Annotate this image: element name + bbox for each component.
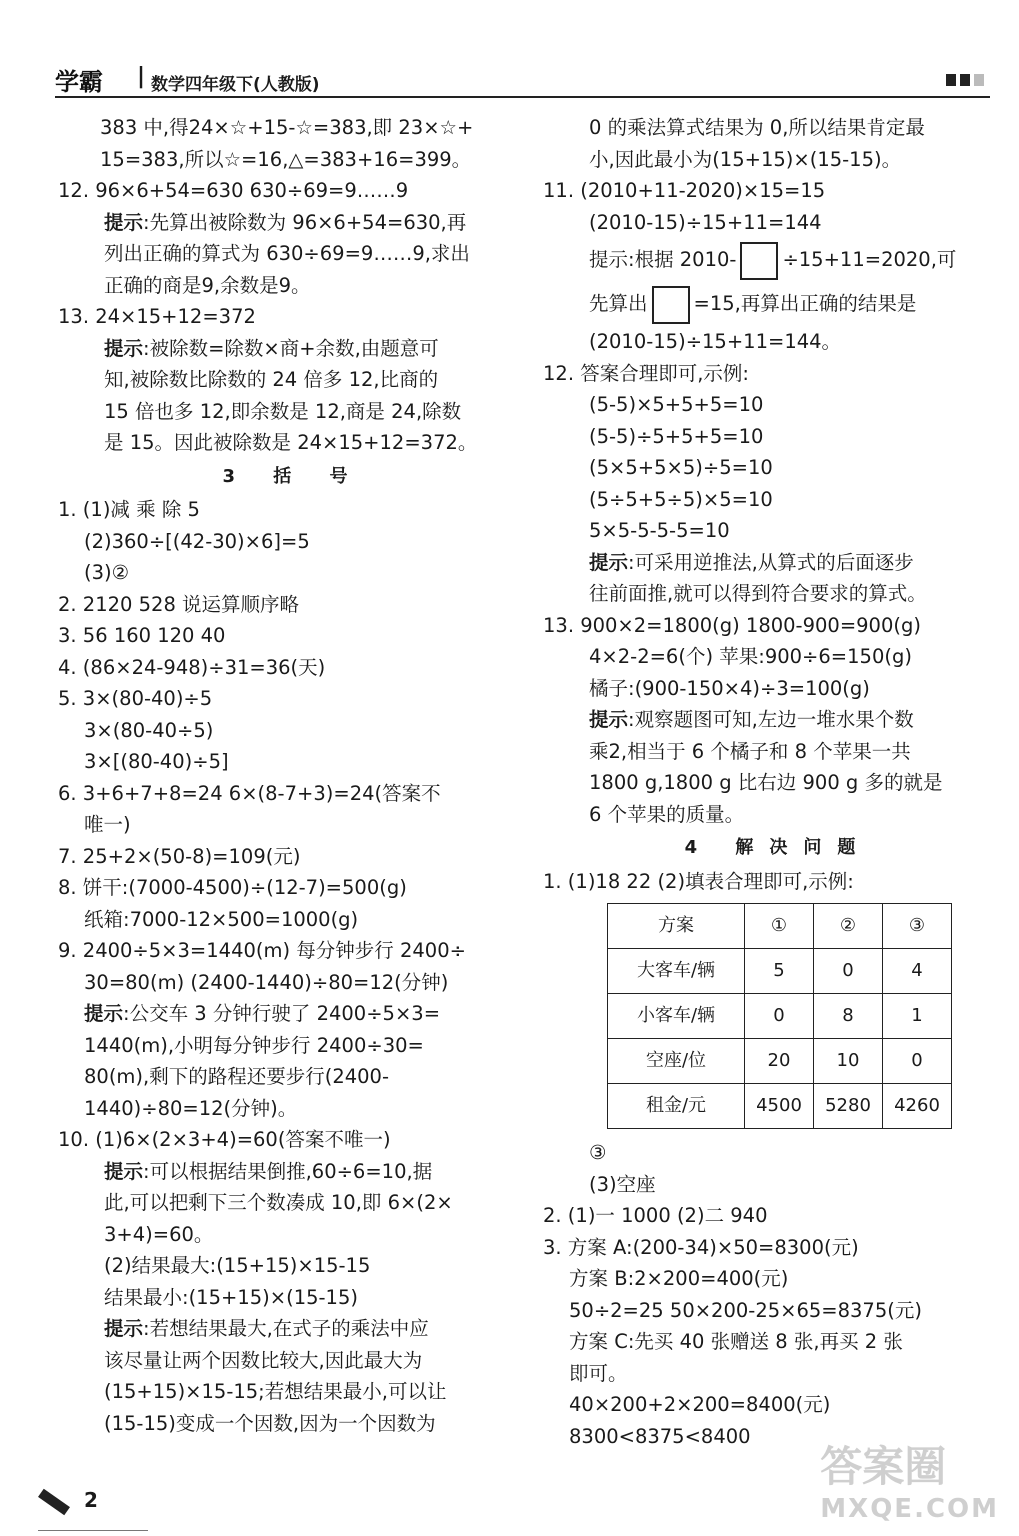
page-footer	[38, 1488, 98, 1512]
table-cell: 1	[883, 994, 952, 1039]
answer-line: 7. 25+2×(50-8)=109(元)	[58, 844, 301, 868]
page-number: 2	[84, 1488, 98, 1512]
answer-line: (2010-15)÷15+11=144。	[589, 330, 842, 353]
answer-line: 12. 96×6+54=630 630÷69=9……9	[58, 179, 409, 202]
answer-line: (5-5)÷5+5+5=10	[589, 424, 764, 448]
table-cell: 0	[883, 1039, 952, 1084]
table-cell: 小客车/辆	[608, 994, 745, 1039]
answer-line: 6. 3+6+7+8=24 6×(8-7+3)=24(答案不	[58, 781, 441, 805]
answer-line: (5-5)×5+5+5=10	[589, 393, 764, 416]
logo: 学霸	[55, 68, 103, 96]
hint-line: 提示:观察题图可知,左边一堆水果个数	[589, 708, 914, 731]
plan-table	[607, 903, 952, 1129]
table-row	[608, 1039, 952, 1084]
table-cell: 方案	[608, 904, 745, 949]
answer-line: (2)360÷[(42-30)×6]=5	[84, 529, 310, 553]
watermark-logo: 答案圈 MXQE.COM	[820, 1442, 999, 1524]
answer-line: 结果最小:(15+15)×(15-15)	[104, 1285, 358, 1309]
table-row	[608, 994, 952, 1039]
answer-line: 9. 2400÷5×3=1440(m) 每分钟步行 2400÷	[58, 939, 466, 962]
answer-line: 乘2,相当于 6 个橘子和 8 个苹果一共	[589, 739, 911, 763]
answer-line: ③	[589, 1141, 607, 1164]
answer-line: 11. (2010+11-2020)×15=15	[543, 179, 826, 202]
section-title: 4 解决问题	[684, 837, 872, 858]
hint-line-box-1: 提示:根据 2010- ÷15+11=2020,可	[543, 238, 1013, 282]
table-cell: 5280	[814, 1084, 883, 1129]
table-cell: 4260	[883, 1084, 952, 1129]
footer-rule	[38, 1530, 148, 1531]
answer-line: 1440)÷80=12(分钟)。	[84, 1096, 298, 1120]
table-cell: ②	[814, 904, 883, 949]
answer-line: 8300<8375<8400	[569, 1424, 751, 1448]
table-cell: 0	[814, 949, 883, 994]
answer-line: 383 中,得24×☆+15-☆=383,即 23×☆+	[100, 116, 474, 139]
answer-line: 是 15。因此被除数是 24×15+12=372。	[104, 431, 478, 454]
blank-box	[652, 286, 690, 324]
book-title: 数学四年级下(人教版)	[151, 75, 320, 95]
hint-line-box-2: 先算出 =15,再算出正确的结果是	[543, 282, 1013, 326]
answer-line: 此,可以把剩下三个数凑成 10,即 6×(2×	[104, 1191, 453, 1214]
table-cell: 0	[745, 994, 814, 1039]
table-row	[608, 1084, 952, 1129]
answer-line: 3. 56 160 120 40	[58, 624, 226, 647]
answer-line: 唯一)	[84, 813, 131, 836]
answer-line: 往前面推,就可以得到符合要求的算式。	[589, 582, 927, 605]
answer-line: 3×[(80-40)÷5]	[84, 750, 229, 773]
answer-line: 1440(m),小明每分钟步行 2400÷30=	[84, 1033, 424, 1057]
answer-line: 即可。	[569, 1361, 628, 1385]
table-cell: 8	[814, 994, 883, 1039]
answer-line: 1. (1)减 乘 除 5	[58, 498, 200, 521]
answer-line: 15 倍也多 12,即余数是 12,商是 24,除数	[104, 399, 462, 423]
answer-line: (5×5+5×5)÷5=10	[589, 456, 773, 479]
table-cell: 空座/位	[608, 1039, 745, 1084]
hint-line: 提示:可以根据结果倒推,60÷6=10,据	[104, 1159, 433, 1183]
table-cell: 大客车/辆	[608, 949, 745, 994]
answer-line: 80(m),剩下的路程还要步行(2400-	[84, 1065, 389, 1088]
answer-line: 2. 2120 528 说运算顺序略	[58, 592, 300, 616]
hint-line: 提示:可采用逆推法,从算式的后面逐步	[589, 550, 914, 574]
answer-line: 12. 答案合理即可,示例:	[543, 361, 749, 385]
answer-line: 13. 24×15+12=372	[58, 305, 256, 328]
answer-line: 10. (1)6×(2×3+4)=60(答案不唯一)	[58, 1128, 391, 1151]
hint-line: 提示:公交车 3 分钟行驶了 2400÷5×3=	[84, 1002, 441, 1025]
answer-line: (5÷5+5÷5)×5=10	[589, 487, 773, 511]
answer-line: 4×2-2=6(个) 苹果:900÷6=150(g)	[589, 645, 912, 668]
answer-line: 正确的商是9,余数是9。	[104, 273, 311, 297]
answer-line: (3)空座	[589, 1172, 656, 1196]
table-row	[608, 949, 952, 994]
answer-line: 13. 900×2=1800(g) 1800-900=900(g)	[543, 613, 921, 637]
answer-line: 1800 g,1800 g 比右边 900 g 多的就是	[589, 771, 943, 794]
header-decoration	[946, 74, 984, 86]
answer-line: 3+4)=60。	[104, 1222, 214, 1246]
table-cell: 20	[745, 1039, 814, 1084]
answer-line: 橘子:(900-150×4)÷3=100(g)	[589, 676, 870, 700]
answer-line: 50÷2=25 50×200-25×65=8375(元)	[569, 1298, 922, 1322]
answer-line: 6 个苹果的质量。	[589, 802, 745, 826]
answer-line: 5. 3×(80-40)÷5	[58, 687, 213, 710]
table-row	[608, 904, 952, 949]
answer-line: 4. (86×24-948)÷31=36(天)	[58, 655, 326, 679]
answer-line: 3×(80-40÷5)	[84, 718, 214, 742]
hint-line: 提示:被除数=除数×商+余数,由题意可	[104, 336, 439, 360]
table-cell: ①	[745, 904, 814, 949]
blank-box	[740, 242, 778, 280]
answer-line: 3. 方案 A:(200-34)×50=8300(元)	[543, 1235, 859, 1259]
answer-line: 30=80(m) (2400-1440)÷80=12(分钟)	[84, 970, 449, 994]
hint-line: 提示:若想结果最大,在式子的乘法中应	[104, 1317, 429, 1340]
table-cell: 4	[883, 949, 952, 994]
page-header	[55, 62, 990, 100]
answer-line: (15+15)×15-15;若想结果最小,可以让	[104, 1380, 447, 1403]
section-title: 3 括 号	[222, 465, 364, 487]
left-column	[58, 112, 528, 1439]
right-column	[543, 112, 1013, 1452]
answer-line: 8. 饼干:(7000-4500)÷(12-7)=500(g)	[58, 876, 407, 899]
answer-line: (2010-15)÷15+11=144	[589, 210, 822, 234]
table-cell: ③	[883, 904, 952, 949]
answer-line: 15=383,所以☆=16,△=383+16=399。	[100, 147, 472, 171]
answer-line: (2)结果最大:(15+15)×15-15	[104, 1254, 371, 1277]
answer-line: 列出正确的算式为 630÷69=9……9,求出	[104, 242, 470, 265]
answer-line: (3)②	[84, 561, 130, 584]
answer-line: (15-15)变成一个因数,因为一个因数为	[104, 1411, 436, 1435]
header-separator: |	[137, 64, 146, 89]
answer-line: 知,被除数比除数的 24 倍多 12,比商的	[104, 368, 439, 391]
hint-line: 提示:先算出被除数为 96×6+54=630,再	[104, 210, 467, 234]
table-cell: 5	[745, 949, 814, 994]
header-rule	[55, 96, 990, 98]
table-cell: 10	[814, 1039, 883, 1084]
answer-line: 2. (1)一 1000 (2)二 940	[543, 1204, 768, 1227]
answer-line: 1. (1)18 22 (2)填表合理即可,示例:	[543, 869, 854, 893]
answer-line: 该尽量让两个因数比较大,因此最大为	[104, 1348, 423, 1372]
answer-line: 5×5-5-5-5=10	[589, 519, 730, 542]
table-cell: 租金/元	[608, 1084, 745, 1129]
answer-line: 纸箱:7000-12×500=1000(g)	[84, 907, 359, 931]
answer-line: 方案 B:2×200=400(元)	[569, 1267, 789, 1290]
table-cell: 4500	[745, 1084, 814, 1129]
answer-line: 40×200+2×200=8400(元)	[569, 1393, 831, 1416]
answer-line: 0 的乘法算式结果为 0,所以结果肯定最	[589, 116, 925, 139]
answer-line: 小,因此最小为(15+15)×(15-15)。	[589, 147, 902, 171]
answer-line: 方案 C:先买 40 张赠送 8 张,再买 2 张	[569, 1330, 903, 1353]
pencil-icon	[38, 1488, 70, 1515]
